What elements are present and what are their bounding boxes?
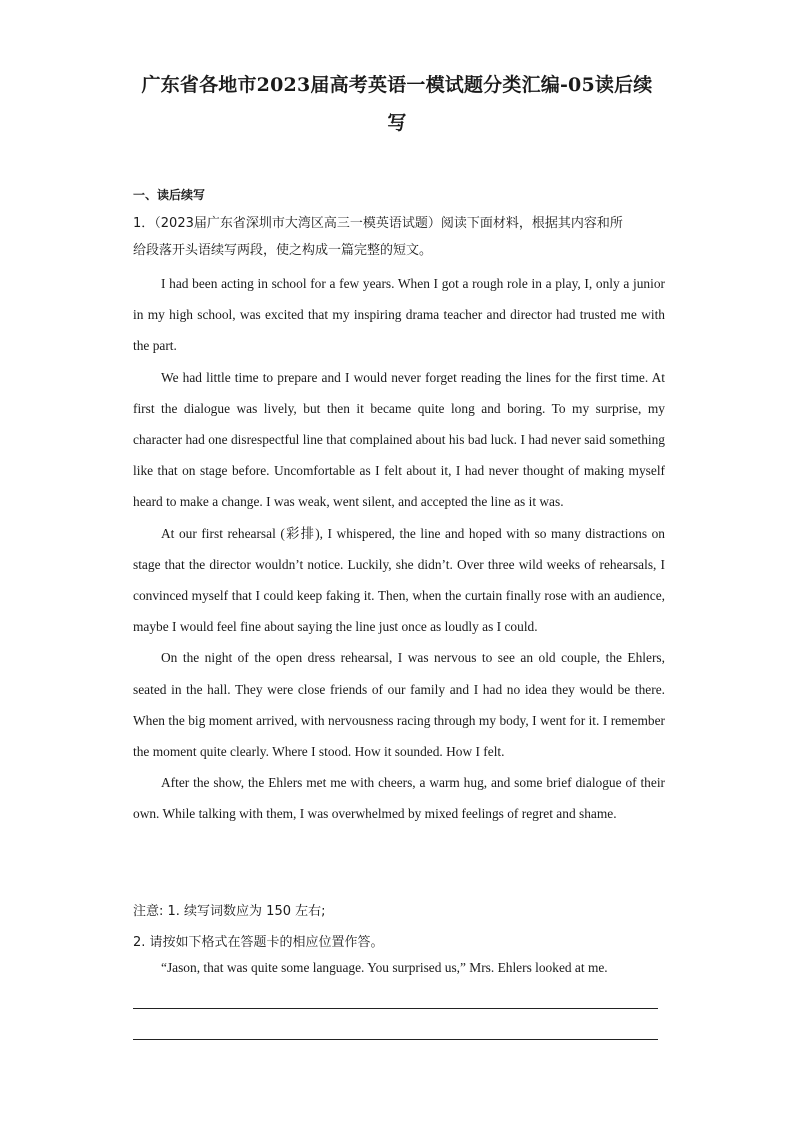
answer-line-1: [133, 1008, 658, 1009]
continuation-prompt: “Jason, that was quite some language. You surprised us,” Mrs. Ehlers looked at me.: [161, 960, 608, 975]
passage-paragraph-5: After the show, the Ehlers met me with cheers, a warm hug, and some brief dialogue of their own. While talking with them, I was overwhelmed by mixed feelings of regret and shame.: [133, 775, 665, 822]
passage-paragraph-4: On the night of the open dress rehearsal, I was nervous to see an old couple, the Ehlers, seated in the hall. They were close friends of our family and I had no idea they would be there. When the big moment arrived, with nervousness racing through my body, I went for it. I remember the moment quite clearly. Where I stood. How it sounded. How I felt.: [133, 650, 665, 760]
title-line-1: 广东省各地市2023届高考英语一模试题分类汇编-05读后续: [141, 74, 653, 96]
passage-paragraph-1: I had been acting in school for a few years. When I got a rough role in a play, I, only a junior in my high school, was excited that my inspiring drama teacher and director had trusted me with the part.: [133, 276, 665, 354]
document-title: [110, 66, 684, 142]
question-intro-line-1: 1．（2023届广东省深圳市大湾区高三一模英语试题）阅读下面材料，根据其内容和所: [133, 216, 623, 231]
title-line-2: 写: [387, 112, 407, 134]
passage-paragraph-2: We had little time to prepare and I would never forget reading the lines for the first time. At first the dialogue was lively, but then it became quite long and boring. To my surprise, my character had one disrespectful line that complained about his bad luck. I had never said something like that on stage before. Uncomfortable as I felt about it, I had never thought of making myself heard to make a change. I was weak, went silent, and accepted the line as it was.: [133, 369, 665, 510]
note-line-2: 2. 请按如下格式在答题卡的相应位置作答。: [133, 935, 384, 950]
passage: [133, 268, 665, 830]
section-heading: 一、读后续写: [133, 188, 206, 202]
answer-line-2: [133, 1039, 658, 1040]
question-intro-line-2: 给段落开头语续写两段，使之构成一篇完整的短文。: [133, 243, 433, 258]
passage-paragraph-3: At our first rehearsal (彩排), I whispered, the line and hoped with so many distractions on stage that the director wouldn’t notice. Luckily, she didn’t. Over three wild weeks of rehearsals, I convinced myself that I could keep faking it. Then, when the curtain finally rose with an audience, maybe I would feel fine about saying the line just once as loudly as I could.: [133, 525, 665, 635]
note-line-1: 注意: 1. 续写词数应为 150 左右;: [133, 904, 326, 919]
question-intro: [133, 210, 663, 264]
